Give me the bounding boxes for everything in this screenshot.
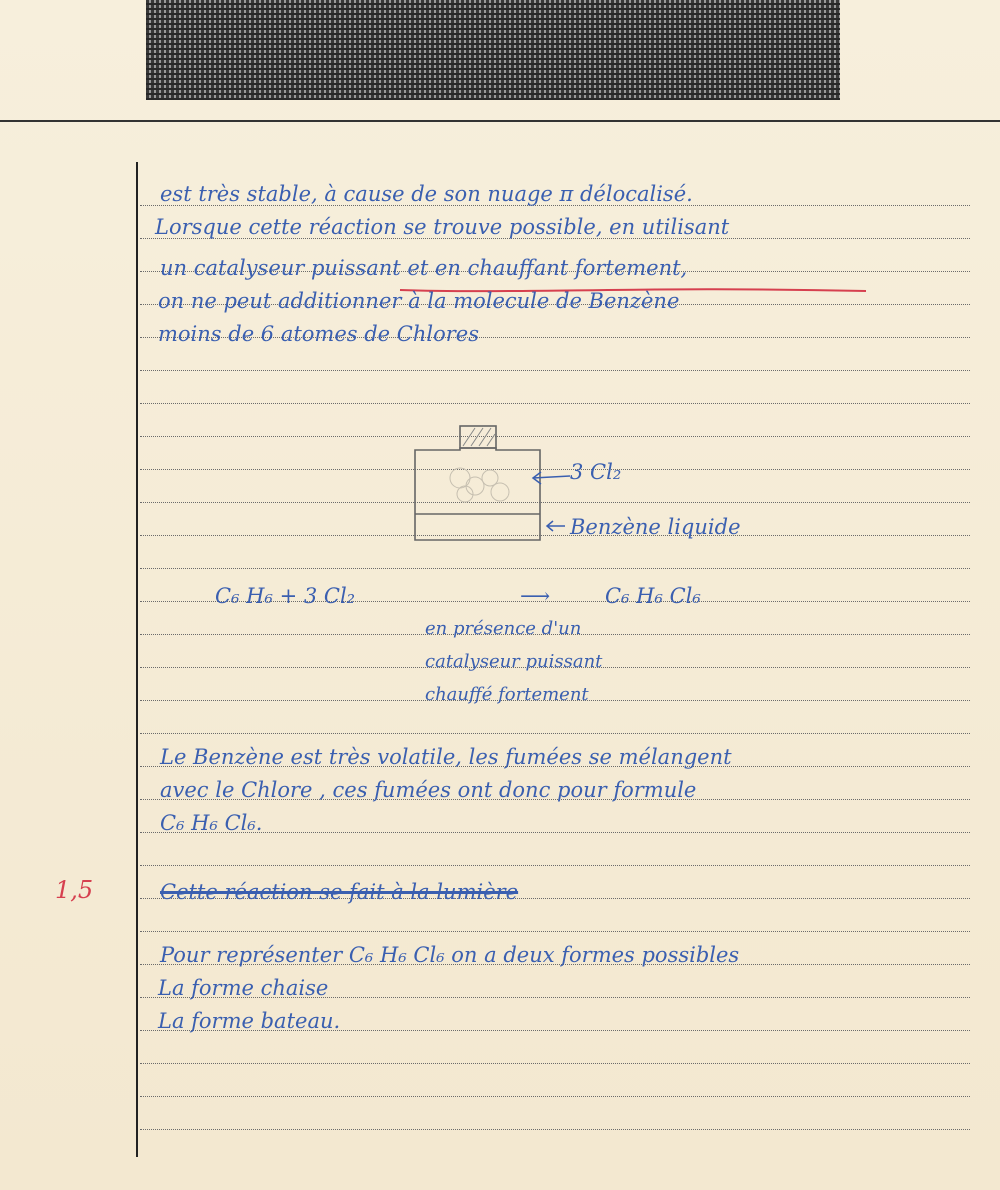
header-rule — [0, 120, 1000, 122]
ruled-line — [140, 733, 970, 734]
gas-swirls — [450, 468, 509, 502]
ruled-line — [140, 1129, 970, 1130]
text-line: on ne peut additionner à la molecule de Benzène — [158, 289, 680, 313]
text-line: moins de 6 atomes de Chlores — [158, 322, 479, 346]
ruled-line — [140, 931, 970, 932]
text-line: un catalyseur puissant et en chauffant fortement, — [160, 256, 688, 280]
ruled-line — [140, 832, 970, 833]
ruled-line — [140, 1096, 970, 1097]
text-line: Lorsque cette réaction se trouve possible, en utilisant — [155, 215, 730, 239]
ruled-line — [140, 403, 970, 404]
text-line: Le Benzène est très volatile, les fumées se mélangent — [160, 745, 732, 769]
ruled-line — [140, 865, 970, 866]
text-line: est très stable, à cause de son nuage π délocalisé. — [160, 182, 693, 206]
vessel — [415, 426, 540, 540]
equation-lhs: C₆ H₆ + 3 Cl₂ — [215, 584, 356, 608]
text-line: C₆ H₆ Cl₆. — [160, 811, 263, 835]
equation-condition: catalyseur puissant — [425, 651, 603, 672]
grade-mark: 1,5 — [55, 876, 94, 904]
text-line: avec le Chlore , ces fumées ont donc pour formule — [160, 778, 697, 802]
text-line: La forme chaise — [158, 976, 329, 1000]
equation-arrow: ⟶ — [520, 584, 551, 608]
struck-out-line: Cette réaction se fait à la lumière — [160, 880, 519, 904]
ruled-line — [140, 370, 970, 371]
margin-line — [136, 162, 138, 1157]
barcode-strip — [146, 0, 840, 100]
diagram-label-gas: 3 Cl₂ — [570, 460, 622, 484]
text-line: La forme bateau. — [158, 1009, 341, 1033]
diagram-label-liquid: Benzène liquide — [570, 515, 741, 539]
ruled-line — [140, 568, 970, 569]
stopper-hatching — [463, 428, 495, 446]
ruled-line — [140, 1063, 970, 1064]
equation-condition: en présence d'un — [425, 618, 582, 639]
equation-rhs: C₆ H₆ Cl₆ — [605, 584, 701, 608]
text-line: Pour représenter C₆ H₆ Cl₆ on a deux formes possibles — [160, 943, 740, 967]
equation-condition: chauffé fortement — [425, 684, 589, 705]
arrows — [533, 472, 570, 531]
